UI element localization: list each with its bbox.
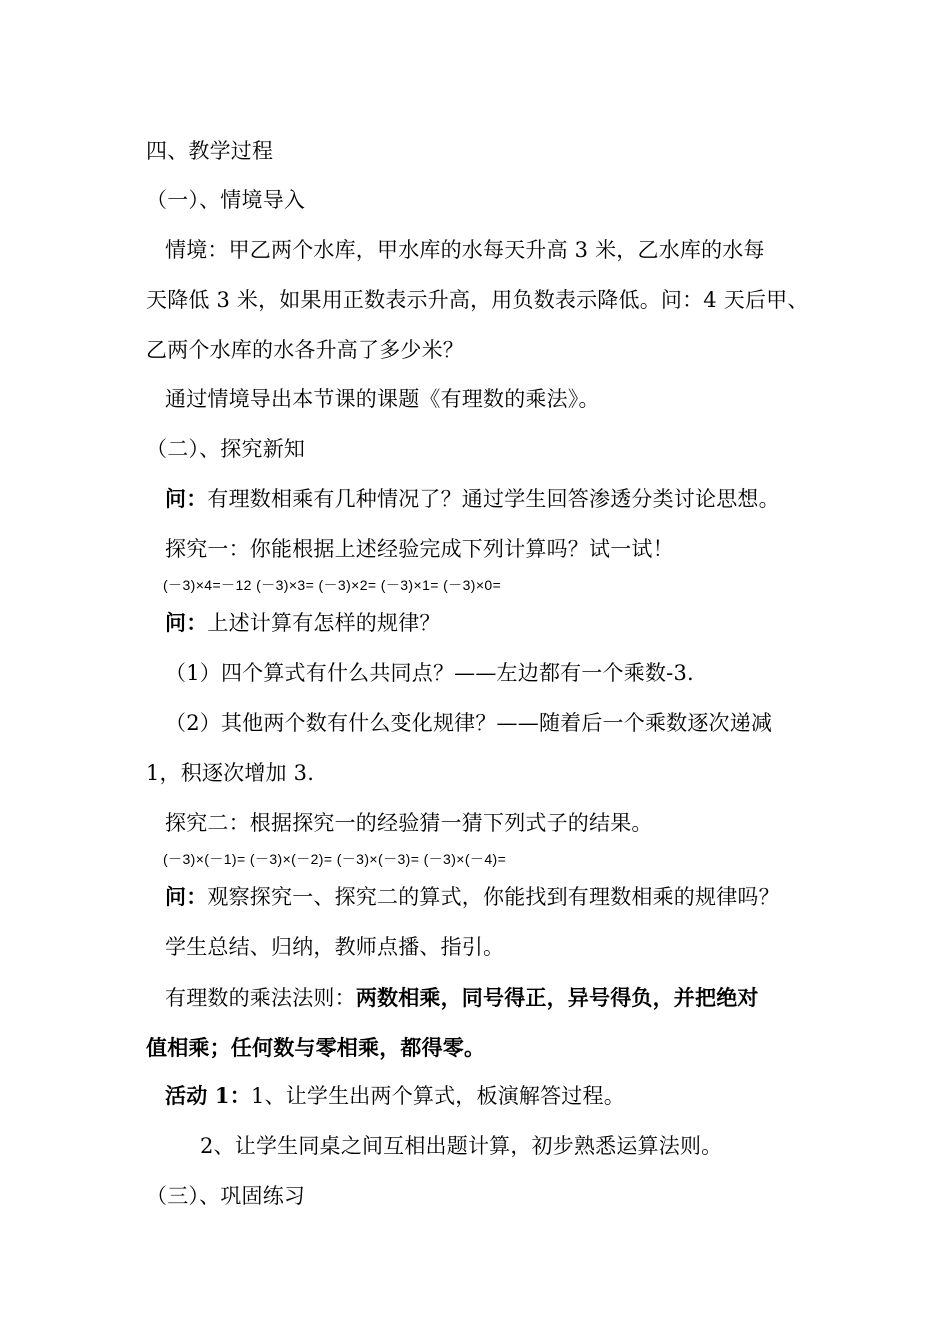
question-text: 有理数相乘有几种情况了？通过学生回答渗透分类讨论思想。: [207, 487, 780, 511]
paragraph-topic: 通过情境导出本节课的课题《有理数的乘法》。: [165, 387, 600, 411]
equations-row-1: (－3)×4=－12 (－3)×3= (－3)×2= (－3)×1= (－3)×0=: [163, 577, 502, 593]
list-item-1: （1）四个算式有什么共同点？——左边都有一个乘数-3.: [165, 661, 694, 685]
section-heading: 四、教学过程: [146, 139, 274, 163]
paragraph-scenario-line-2: 天降低 3 米，如果用正数表示升高，用负数表示降低。问：4 天后甲、: [146, 288, 809, 312]
subsection-heading-2: （二）、探究新知: [146, 437, 306, 461]
explore-2-prompt: 探究二：根据探究一的经验猜一猜下列式子的结果。: [165, 811, 653, 835]
multiplication-rule-line-1: [165, 983, 759, 1013]
rule-label: 有理数的乘法法则：: [165, 986, 356, 1010]
question-text: 观察探究一、探究二的算式，你能找到有理数相乘的规律吗？: [207, 885, 780, 909]
question-text: 上述计算有怎样的规律？: [207, 611, 441, 635]
activity-line-2: 2、让学生同桌之间互相出题计算，初步熟悉运算法则。: [200, 1134, 723, 1158]
question-3: [165, 882, 780, 912]
equations-row-2: (－3)×(－1)= (－3)×(－2)= (－3)×(－3)= (－3)×(－4)=: [163, 851, 507, 867]
summary-text: 学生总结、归纳，教师点播、指引。: [165, 935, 505, 959]
rule-text: 两数相乘，同号得正，异号得负，并把绝对: [355, 985, 759, 1010]
paragraph-scenario-line-3: 乙两个水库的水各升高了多少米？: [146, 338, 464, 362]
subsection-heading-1: （一）、情境导入: [146, 188, 306, 212]
question-1: [165, 484, 780, 514]
question-label: 问：: [165, 884, 208, 909]
question-2: [165, 608, 441, 638]
list-item-2-line-1: （2）其他两个数有什么变化规律？——随着后一个乘数逐次递减: [165, 711, 773, 735]
activity-text: 1、让学生出两个算式，板演解答过程。: [250, 1084, 625, 1108]
paragraph-scenario-line-1: 情境：甲乙两个水库，甲水库的水每天升高 3 米，乙水库的水每: [165, 238, 765, 262]
multiplication-rule-line-2: 值相乘；任何数与零相乘，都得零。: [146, 1035, 486, 1060]
question-label: 问：: [165, 486, 208, 511]
activity-line-1: [165, 1081, 625, 1111]
subsection-heading-3: （三）、巩固练习: [146, 1184, 306, 1208]
explore-1-prompt: 探究一：你能根据上述经验完成下列计算吗？试一试！: [165, 537, 674, 561]
question-label: 问：: [165, 610, 208, 635]
list-item-2-line-2: 1，积逐次增加 3.: [146, 761, 315, 785]
activity-label: 活动 1：: [165, 1083, 251, 1108]
